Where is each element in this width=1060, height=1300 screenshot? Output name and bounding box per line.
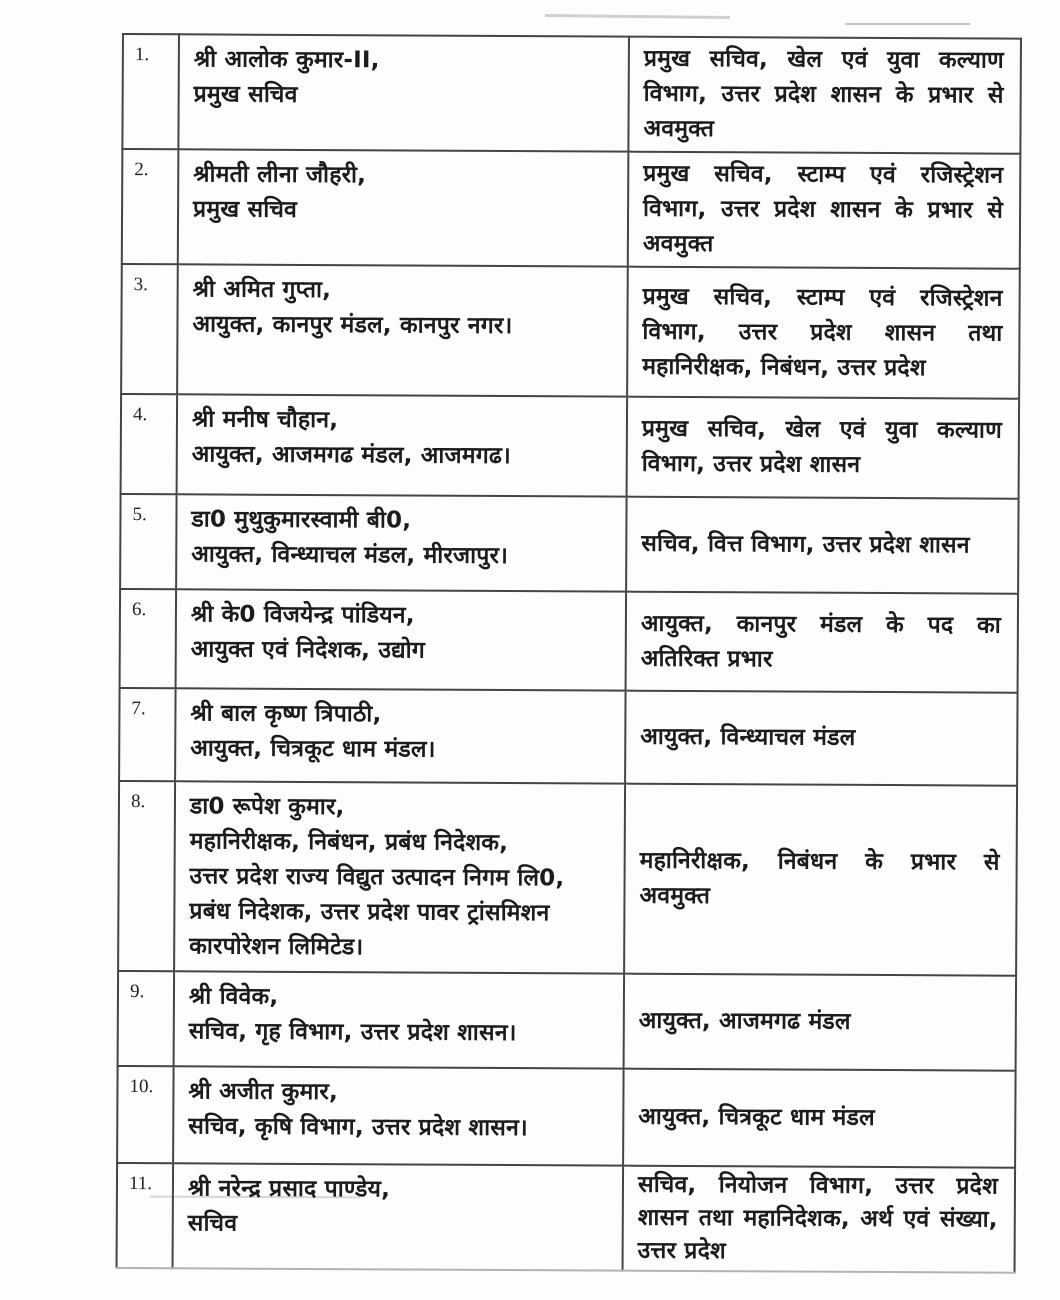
new-posting-cell: आयुक्त, विन्ध्याचल मंडल <box>625 691 1017 786</box>
serial-number-cell: 8. <box>118 781 175 971</box>
officer-name-cell: श्री मनीष चौहान, आयुक्त, आजमगढ मंडल, आजमगढ। <box>177 394 628 496</box>
officer-name-cell: श्री बाल कृष्ण त्रिपाठी, आयुक्त, चित्रकूट धाम मंडल। <box>175 688 625 783</box>
officer-name-cell: श्री विवेक, सचिव, गृह विभाग, उत्तर प्रदेश शासन। <box>174 971 624 1068</box>
new-posting-cell: सचिव, वित्त विभाग, उत्तर प्रदेश शासन <box>626 497 1018 594</box>
table-row <box>119 688 1017 786</box>
serial-number-cell: 1. <box>122 34 179 149</box>
serial-number-cell: 3. <box>121 264 178 394</box>
table-row <box>120 494 1018 594</box>
scan-artifact-line <box>845 23 970 25</box>
transfer-order-table <box>116 33 1022 1274</box>
table-row <box>122 34 1021 154</box>
scan-artifact-line <box>545 14 730 19</box>
serial-number-cell: 9. <box>118 971 174 1066</box>
serial-number-cell: 6. <box>120 589 177 688</box>
officer-name-cell: डा0 मुथुकुमारस्वामी बी0, आयुक्त, विन्ध्याचल मंडल, मीरजापुर। <box>176 494 626 591</box>
serial-number-cell: 2. <box>122 149 179 264</box>
new-posting-cell: आयुक्त, आजमगढ मंडल <box>624 974 1016 1071</box>
table-row <box>118 971 1016 1071</box>
new-posting-cell: आयुक्त, चित्रकूट धाम मंडल <box>623 1069 1016 1168</box>
serial-number-cell: 10. <box>117 1066 174 1163</box>
new-posting-cell: प्रमुख सचिव, स्टाम्प एवं रजिस्ट्रेशन विभाग, उत्तर प्रदेश शासन के प्रभार से अवमुक्त <box>628 152 1021 269</box>
serial-number-cell: 5. <box>120 494 176 589</box>
officer-name-cell: श्री आलोक कुमार-II, प्रमुख सचिव <box>178 34 629 151</box>
new-posting-cell: प्रमुख सचिव, स्टाम्प एवं रजिस्ट्रेशन विभाग, उत्तर प्रदेश शासन तथा महानिरीक्षक, निबंधन, उत्तर प्रदेश <box>627 267 1020 399</box>
new-posting-cell: सचिव, नियोजन विभाग, उत्तर प्रदेश शासन तथा महानिदेशक, अर्थ एवं संख्या, उत्तर प्रदेश <box>623 1166 1016 1273</box>
new-posting-cell: आयुक्त, कानपुर मंडल के पद का अतिरिक्त प्रभार <box>626 592 1019 693</box>
officer-name-cell: श्री अजीत कुमार, सचिव, कृषि विभाग, उत्तर प्रदेश शासन। <box>173 1066 624 1165</box>
new-posting-cell: प्रमुख सचिव, खेल एवं युवा कल्याण विभाग, उत्तर प्रदेश शासन के प्रभार से अवमुक्त <box>628 37 1021 154</box>
officer-name-cell: श्रीमती लीना जौहरी, प्रमुख सचिव <box>178 149 629 266</box>
officer-name-cell: श्री अमित गुप्ता, आयुक्त, कानपुर मंडल, कानपुर नगर। <box>177 264 628 396</box>
officer-name-cell: डा0 रूपेश कुमार, महानिरीक्षक, निबंधन, प्रबंध निदेशक, उत्तर प्रदेश राज्य विद्युत उत्पादन निगम लि0, प्रबंध निदेशक, उत्तर प्रदेश पावर ट्रांसमिशन कारपोरेशन लिमिटेड। <box>174 781 625 973</box>
new-posting-cell: महानिरीक्षक, निबंधन के प्रभार से अवमुक्त <box>624 784 1017 976</box>
serial-number-cell: 11. <box>117 1163 174 1268</box>
new-posting-cell: प्रमुख सचिव, खेल एवं युवा कल्याण विभाग, उत्तर प्रदेश शासन <box>627 397 1020 499</box>
table-row <box>121 264 1020 399</box>
table-row <box>118 781 1017 976</box>
table-row <box>117 1066 1015 1168</box>
table-row <box>120 589 1019 693</box>
table-row <box>121 394 1020 499</box>
serial-number-cell: 4. <box>121 394 178 494</box>
serial-number-cell: 7. <box>119 688 175 781</box>
table-row <box>117 1163 1016 1273</box>
officer-name-cell: श्री नरेन्द्र प्रसाद पाण्डेय, सचिव <box>173 1163 624 1270</box>
officer-name-cell: श्री के0 विजयेन्द्र पांडियन, आयुक्त एवं निदेशक, उद्योग <box>176 589 627 690</box>
table-row <box>122 149 1021 269</box>
